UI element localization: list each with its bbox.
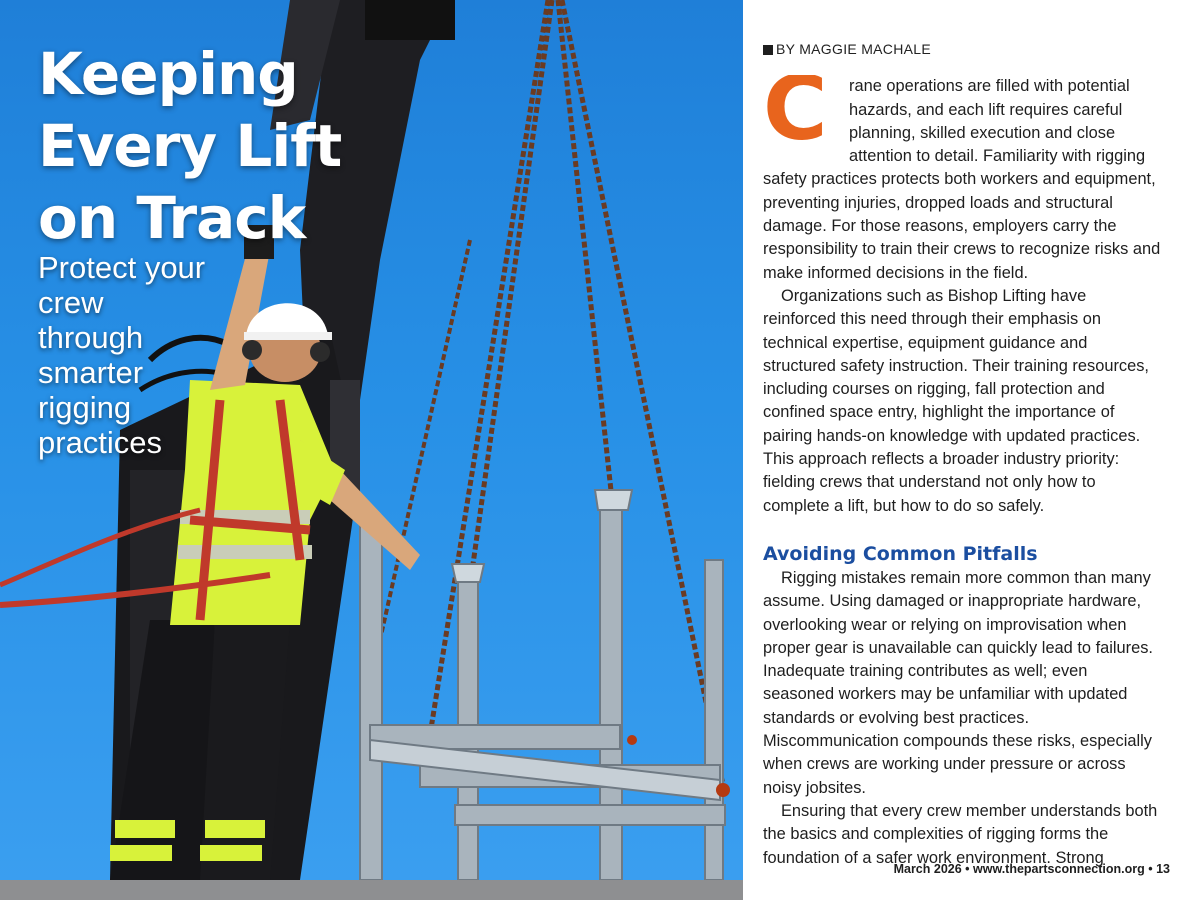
byline xyxy=(763,38,1163,61)
dropcap-letter: C xyxy=(763,75,828,146)
steel-cage-load xyxy=(360,490,725,880)
headline: Keeping Every Lift on Track xyxy=(38,40,342,252)
rigging-chains xyxy=(380,0,724,790)
paragraph-3: Rigging mistakes remain more common than many assume. Using damaged or inappropriate hardware, overlooking wear or relying on improvisation when proper gear is unavailable can quickly lead to failures. Inadequate training contributes as well; even seasoned workers may be unfamiliar with updated standards or evolving best practices. Miscommunication compounds these risks, especially when crews are working under pressure or across noisy jobsites. xyxy=(763,568,1153,797)
paragraph-2: Organizations such as Bishop Lifting have reinforced this need through their emphasis on technical expertise, equipment guidance and structured safety instruction. Their training resources, including courses on rigging, fall protection and confined space entry, highlight the importance of pairing hands-on knowledge with updated practices. This approach reflects a broader industry priority: fielding crews that understand not only how to complete a lift, but how to do so safely. xyxy=(763,286,1149,515)
byline-square-icon xyxy=(763,45,773,55)
byline-text: BY MAGGIE MACHALE xyxy=(776,41,931,57)
intro-text: rane operations are filled with potential hazards, and each lift requires careful planning, skilled execution and close attention to detail. Familiarity with rigging safety practices protects both workers and equipment, preventing injuries, dropped loads and structural damage. For those reasons, employers carry the responsibility to train their crews to recognize risks and make informed decisions in the field. xyxy=(763,77,1161,282)
dropcap xyxy=(763,75,847,145)
paragraph-4: Ensuring that every crew member understands both the basics and complexities of rigging forms the foundation of a safer work environment. Strong xyxy=(763,801,1158,867)
page-footer: March 2026 • www.thepartsconnection.org • 13 xyxy=(893,862,1170,876)
ground xyxy=(0,880,743,900)
article-body xyxy=(763,38,1163,870)
section-subhead: Avoiding Common Pitfalls xyxy=(763,542,1038,565)
intro-paragraph xyxy=(763,75,1163,285)
dek-subtitle: Protect your crew through smarter rigging practices xyxy=(38,250,206,460)
